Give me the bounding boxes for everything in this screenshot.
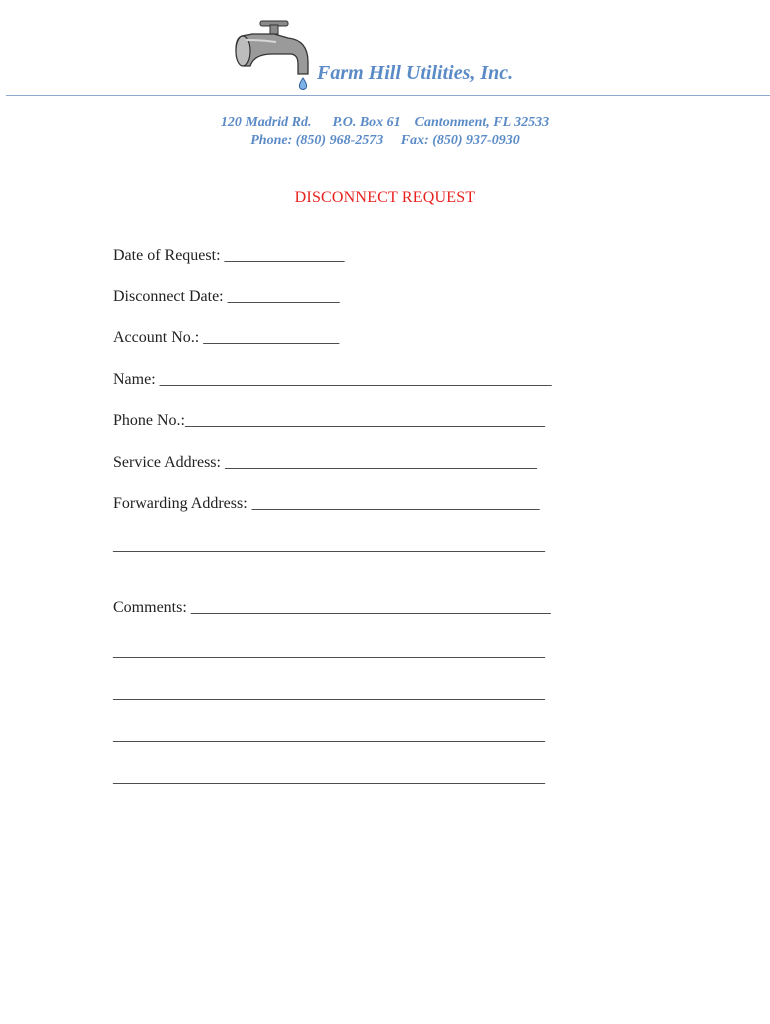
phone-number-field: Phone No.:_____________________________________________ — [113, 412, 545, 429]
header-divider — [6, 95, 770, 96]
comments-line-3: ______________________________________________________ — [113, 685, 545, 702]
date-of-request-field: Date of Request: _______________ — [113, 247, 345, 264]
form-title: DISCONNECT REQUEST — [294, 189, 476, 206]
service-address-field: Service Address: _______________________________________ — [113, 454, 537, 471]
disconnect-date-field: Disconnect Date: ______________ — [113, 288, 340, 305]
company-name: Farm Hill Utilities, Inc. — [317, 62, 514, 84]
comments-line-4: ______________________________________________________ — [113, 727, 545, 744]
name-field: Name: _________________________________________________ — [113, 371, 552, 388]
account-number-field: Account No.: _________________ — [113, 329, 340, 346]
comments-line-5: ______________________________________________________ — [113, 769, 545, 786]
forwarding-address-line-2: ______________________________________________________ — [113, 537, 545, 554]
forwarding-address-field: Forwarding Address: ____________________________________ — [113, 495, 540, 512]
company-address: 120 Madrid Rd. P.O. Box 61 Cantonment, FL 32533 — [220, 115, 550, 130]
company-contact: Phone: (850) 968-2573 Fax: (850) 937-0930 — [250, 133, 520, 148]
comments-line-2: ______________________________________________________ — [113, 643, 545, 660]
comments-field: Comments: _____________________________________________ — [113, 599, 551, 616]
faucet-icon — [232, 18, 314, 90]
